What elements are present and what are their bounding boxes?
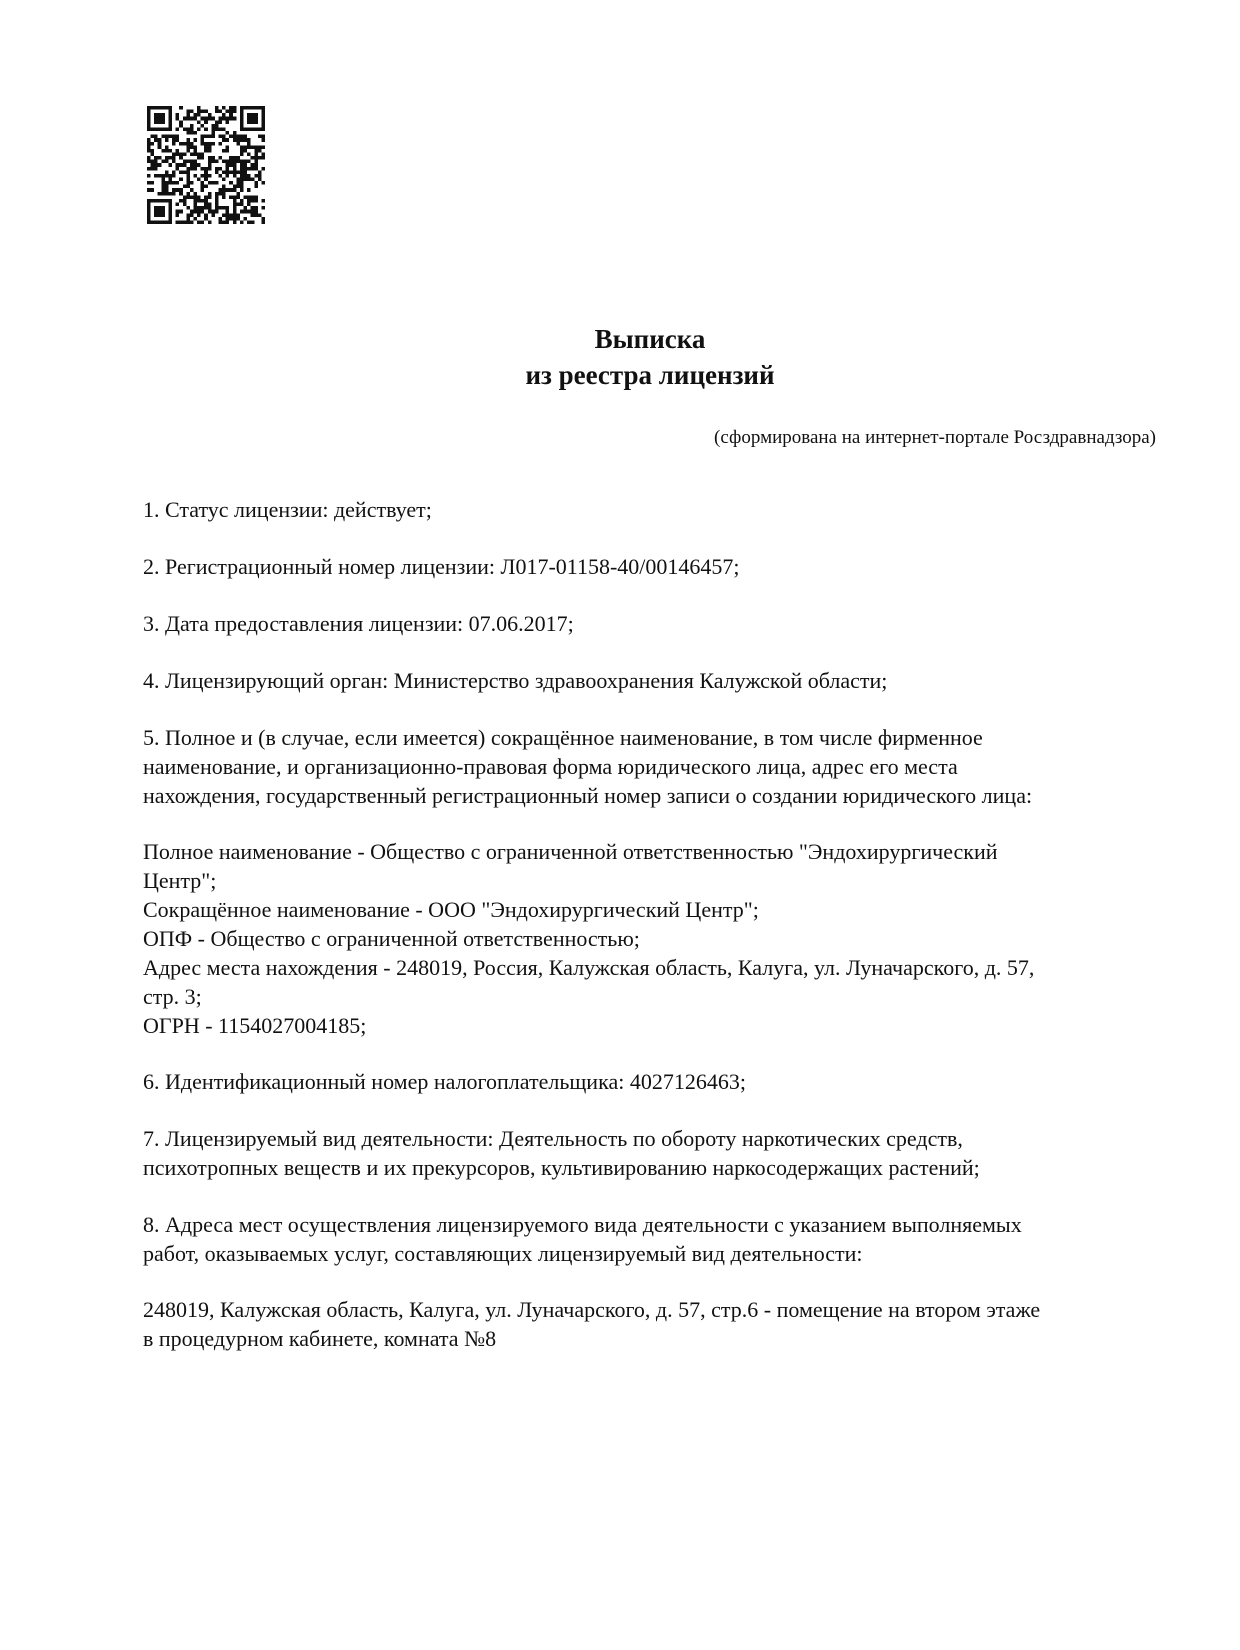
activity-line: психотропных веществ и их прекурсоров, культивированию наркосодержащих растений; [143, 1155, 980, 1180]
entity-intro-line: 5. Полное и (в случае, если имеется) сокращённое наименование, в том числе фирменное [143, 725, 983, 750]
entity-full-name: Полное наименование - Общество с ограниченной ответственностью "Эндохирургический [143, 839, 998, 864]
activity-address-line: в процедурном кабинете, комната №8 [143, 1326, 497, 1351]
document-title: Выписка [594, 324, 706, 354]
entity-intro-line: нахождения, государственный регистрационный номер записи о создании юридического лица: [143, 783, 1033, 808]
entity-ogrn: ОГРН - 1154027004185; [143, 1013, 367, 1038]
license-reg-number: 2. Регистрационный номер лицензии: Л017-01158-40/00146457; [143, 554, 740, 579]
entity-address-cont: стр. 3; [143, 984, 202, 1009]
qr-code-icon [147, 106, 265, 224]
activity-address-line: 248019, Калужская область, Калуга, ул. Луначарского, д. 57, стр.6 - помещение на втором этаже [143, 1297, 1041, 1322]
entity-legal-form: ОПФ - Общество с ограниченной ответственностью; [143, 926, 640, 951]
activity-line: 7. Лицензируемый вид деятельности: Деятельность по обороту наркотических средств, [143, 1126, 963, 1151]
entity-full-name-cont: Центр"; [143, 868, 217, 893]
license-date: 3. Дата предоставления лицензии: 07.06.2017; [143, 611, 574, 636]
entity-address: Адрес места нахождения - 248019, Россия, Калужская область, Калуга, ул. Луначарского, д. 57, [143, 955, 1035, 980]
document-source-note: (сформирована на интернет-портале Росздравнадзора) [714, 427, 1156, 448]
entity-short-name: Сокращённое наименование - ООО "Эндохирургический Центр"; [143, 897, 759, 922]
licensing-authority: 4. Лицензирующий орган: Министерство здравоохранения Калужской области; [143, 668, 888, 693]
addresses-intro-line: работ, оказываемых услуг, составляющих лицензируемый вид деятельности: [143, 1241, 863, 1266]
addresses-intro-line: 8. Адреса мест осуществления лицензируемого вида деятельности с указанием выполняемых [143, 1212, 1022, 1237]
license-status: 1. Статус лицензии: действует; [143, 497, 432, 522]
entity-intro-line: наименование, и организационно-правовая форма юридического лица, адрес его места [143, 754, 958, 779]
document-title-line-2: из реестра лицензий [525, 360, 775, 390]
taxpayer-id: 6. Идентификационный номер налогоплательщика: 4027126463; [143, 1069, 746, 1094]
